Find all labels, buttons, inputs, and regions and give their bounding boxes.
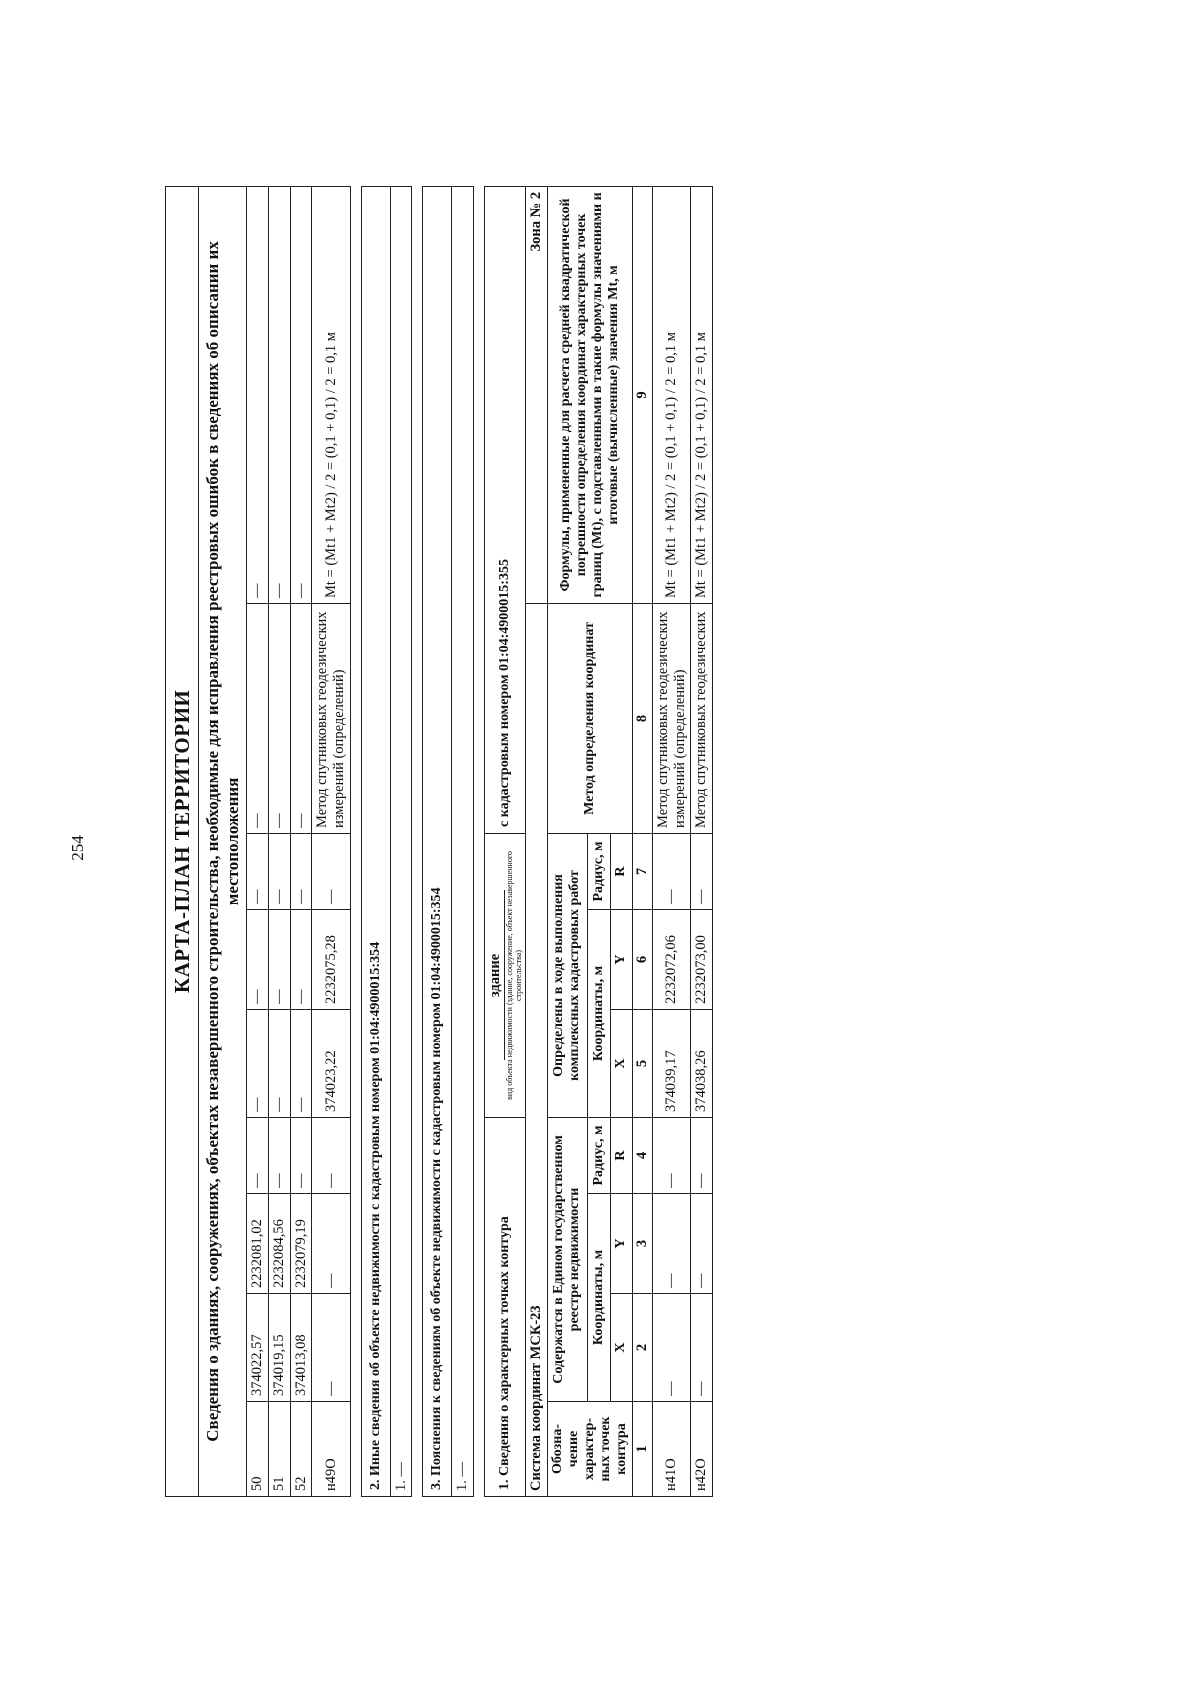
cell-x: — [268, 1010, 290, 1118]
cell-r: — [290, 834, 312, 910]
cell-r: — [247, 1118, 269, 1194]
document-body [165, 187, 1045, 1497]
header-point: Обозна-чение характер-ных точек контура [547, 1402, 632, 1497]
table-row [652, 186, 690, 1496]
cell-method: — [247, 604, 269, 834]
cell-r: — [290, 1118, 312, 1194]
cell-x: 374023,22 [312, 1010, 350, 1118]
cell-y: — [312, 1194, 350, 1294]
cell-y: 2232072,06 [652, 910, 690, 1010]
header-r: R [610, 1118, 633, 1194]
cell-y: 2232084,56 [268, 1194, 290, 1294]
cell-formula: Mt = (Mt1 + Mt2) / 2 = (0,1 + 0,1) / 2 = 0,1 м [691, 186, 713, 603]
cell-y: — [247, 910, 269, 1010]
zone-label: Зона № 2 [526, 186, 548, 603]
cell-method: Метод спутниковых геодезических измерений (определений) [652, 604, 690, 834]
object-type: здание [487, 891, 505, 1061]
cell-method: — [268, 604, 290, 834]
cell-y: 2232079,19 [290, 1194, 312, 1294]
header-y: Y [610, 910, 633, 1010]
section-2-item: 1. — [390, 186, 412, 1496]
col-num: 9 [633, 186, 653, 603]
cell-r: — [691, 834, 713, 910]
cell-x: 374013,08 [290, 1294, 312, 1402]
cell-r: — [312, 1118, 350, 1194]
object-type-caption: вид объекта недвижимости (здание, сооружение, объект незавершенного строительства) [504, 851, 523, 1100]
header-coords: Координаты, м [587, 910, 610, 1118]
cell-r: — [268, 834, 290, 910]
col-num: 6 [633, 910, 653, 1010]
table-row [268, 186, 290, 1496]
header-r: R [610, 834, 633, 910]
cell-r: — [652, 1118, 690, 1194]
cell-formula: — [247, 186, 269, 603]
col-num: 5 [633, 1010, 653, 1118]
cell-x: — [247, 1010, 269, 1118]
point-id: 52 [290, 1402, 312, 1497]
table-row [312, 186, 350, 1496]
cell-r: — [652, 834, 690, 910]
table-row [691, 186, 713, 1496]
table-row [290, 186, 312, 1496]
point-id: н49О [312, 1402, 350, 1497]
header-radius: Радиус, м [587, 834, 610, 910]
header-method: Метод определения координат [547, 604, 632, 834]
cell-x: — [652, 1294, 690, 1402]
cell-y: — [268, 910, 290, 1010]
cadastral-number: с кадастровым номером 01:04:4900015:355 [485, 186, 526, 833]
cell-x: 374022,57 [247, 1294, 269, 1402]
cell-method: — [290, 604, 312, 834]
cell-x: 374039,17 [652, 1010, 690, 1118]
header-y: Y [610, 1194, 633, 1294]
object-type-field [485, 834, 526, 1118]
cell-r: — [691, 1118, 713, 1194]
cell-y: 2232081,02 [247, 1194, 269, 1294]
section-3-item: 1. — [452, 186, 474, 1496]
coord-system: Система координат МСК-23 [526, 604, 548, 1497]
header-egrn: Содержатся в Едином государственном реестре недвижимости [547, 1118, 587, 1402]
header-kkr: Определены в ходе выполнения комплексных кадастровых работ [547, 834, 587, 1118]
page-title: КАРТА-ПЛАН ТЕРРИТОРИИ [166, 186, 199, 1496]
cell-x: — [691, 1294, 713, 1402]
cell-formula: Mt = (Mt1 + Mt2) / 2 = (0,1 + 0,1) / 2 = 0,1 м [652, 186, 690, 603]
cell-y: 2232073,00 [691, 910, 713, 1010]
section-2-title: 2. Иные сведения об объекте недвижимости с кадастровым номером 01:04:4900015:354 [361, 186, 390, 1496]
cell-y: — [652, 1194, 690, 1294]
cell-formula: — [290, 186, 312, 603]
section-1-label: 1. Сведения о характерных точках контура [485, 1118, 526, 1497]
col-num: 8 [633, 604, 653, 834]
cell-method: Метод спутниковых геодезических измерений (определений) [312, 604, 350, 834]
cell-formula: Mt = (Mt1 + Mt2) / 2 = (0,1 + 0,1) / 2 = 0,1 м [312, 186, 350, 603]
cell-r: — [247, 834, 269, 910]
cell-x: — [312, 1294, 350, 1402]
header-coords: Координаты, м [587, 1194, 610, 1402]
cadastral-table [165, 186, 713, 1497]
cell-x: 374038,26 [691, 1010, 713, 1118]
header-radius: Радиус, м [587, 1118, 610, 1194]
col-num: 4 [633, 1118, 653, 1194]
table-row [247, 186, 269, 1496]
page-number: 254 [68, 835, 87, 861]
cell-method: Метод спутниковых геодезических [691, 604, 713, 834]
header-x: X [610, 1010, 633, 1118]
section-3-title: 3. Пояснения к сведениям об объекте недвижимости с кадастровым номером 01:04:4900015:354 [423, 186, 452, 1496]
col-num: 1 [633, 1402, 653, 1497]
point-id: н41О [652, 1402, 690, 1497]
cell-r: — [268, 1118, 290, 1194]
point-id: 51 [268, 1402, 290, 1497]
col-num: 3 [633, 1194, 653, 1294]
cell-y: 2232075,28 [312, 910, 350, 1010]
cell-y: — [290, 910, 312, 1010]
cell-x: — [290, 1010, 312, 1118]
col-num: 2 [633, 1294, 653, 1402]
point-id: н42О [691, 1402, 713, 1497]
cell-r: — [312, 834, 350, 910]
cell-formula: — [268, 186, 290, 603]
page-subtitle: Сведения о зданиях, сооружениях, объектах незавершенного строительства, необходимые для исправления реестровых ошибок в сведениях об описании их местоположения [199, 186, 247, 1496]
header-x: X [610, 1294, 633, 1402]
cell-y: — [691, 1194, 713, 1294]
col-num: 7 [633, 834, 653, 910]
point-id: 50 [247, 1402, 269, 1497]
cell-x: 374019,15 [268, 1294, 290, 1402]
header-formula: Формулы, примененные для расчета средней квадратической погрешности определения координат характерных точек границ (Mt), с подставленными в такие формулы значениями и итоговые (вычисленные) значения Mt, м [547, 186, 632, 603]
